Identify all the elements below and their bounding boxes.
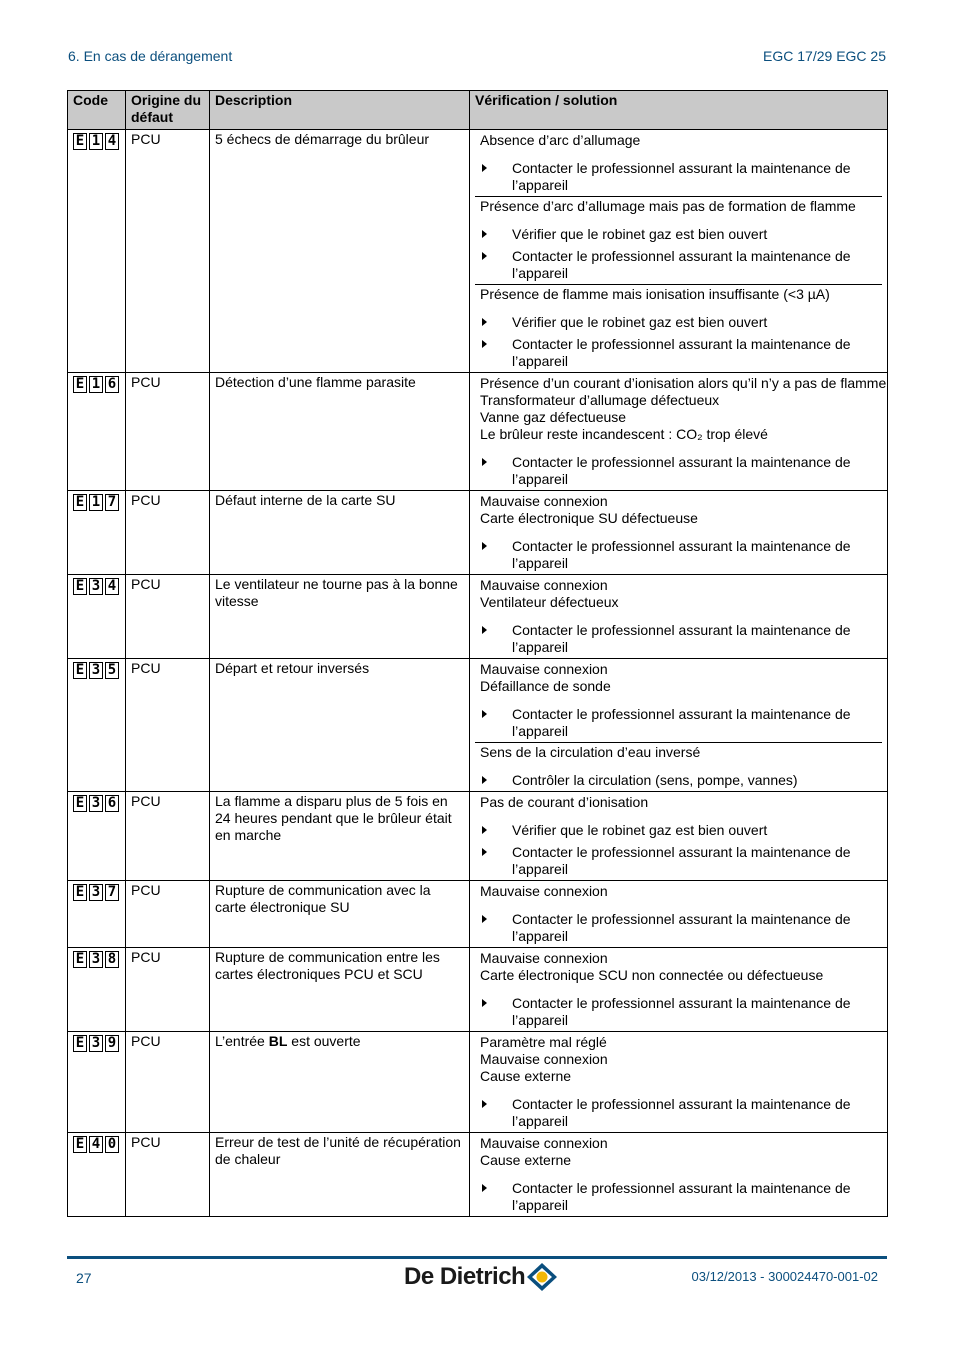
check-text: Paramètre mal réglé [480,1034,607,1050]
solution-cell [470,792,888,881]
fault-code [73,133,119,150]
solution-block [475,660,882,742]
segment-digit: 4 [89,1136,103,1153]
header-origin: Origine du défaut [126,91,210,130]
table-row [68,881,888,948]
check-text: Transformateur d’allumage défectueux [480,392,720,408]
segment-digit: 4 [105,133,119,150]
fault-code-cell [68,792,126,881]
action-list [480,911,877,945]
segment-digit: 3 [89,578,103,595]
solution-block [475,131,882,196]
solution-cell [470,881,888,948]
segment-digit: E [73,494,87,511]
fault-code-cell [68,659,126,792]
table-row [68,659,888,792]
table-body [68,130,888,1217]
header-model: EGC 17/29 EGC 25 [763,48,886,64]
check-text: Vanne gaz défectueuse [480,409,627,425]
footer-rule [67,1256,887,1259]
check-text: Mauvaise connexion [480,661,608,677]
fault-description: Erreur de test de l’unité de récupération de chaleur [210,1133,470,1217]
check-text: Absence d’arc d’allumage [480,132,641,148]
action-list [480,995,877,1029]
solution-cell [470,948,888,1032]
spacer [480,527,877,538]
table-row [68,948,888,1032]
solution-block [475,949,882,1031]
action-item: Contacter le professionnel assurant la maintenance de l’appareil [480,1096,877,1130]
table-row [68,373,888,491]
spacer [480,1169,877,1180]
solution-block [475,1033,882,1132]
segment-digit: E [73,951,87,968]
spacer [480,1085,877,1096]
check-text: Mauvaise connexion [480,883,608,899]
action-item: Contrôler la circulation (sens, pompe, vannes) [480,772,877,789]
action-item: Contacter le professionnel assurant la maintenance de l’appareil [480,622,877,656]
action-item: Contacter le professionnel assurant la maintenance de l’appareil [480,454,877,488]
fault-code [73,884,119,901]
fault-code-cell [68,948,126,1032]
segment-digit: 8 [105,951,119,968]
action-item: Vérifier que le robinet gaz est bien ouvert [480,822,877,839]
fault-origin: PCU [126,130,210,373]
solution-cell [470,575,888,659]
table-row [68,130,888,373]
check-text: Cause externe [480,1152,572,1168]
check-text: Carte électronique SU défectueuse [480,510,698,526]
fault-description: Départ et retour inversés [210,659,470,792]
solution-block [475,1134,882,1216]
header-description: Description [210,91,470,130]
segment-digit: E [73,578,87,595]
fault-code [73,662,119,679]
spacer [480,303,877,314]
solution-cell [470,1133,888,1217]
check-text: Présence de flamme mais ionisation insuffisante (<3 µA) [480,286,830,302]
fault-description: La flamme a disparu plus de 5 fois en 24 heures pendant que le brûleur était en marche [210,792,470,881]
fault-code [73,578,119,595]
solution-cell [470,491,888,575]
action-list [480,226,877,282]
spacer [480,443,877,454]
segment-digit: 6 [105,376,119,393]
fault-description: Rupture de communication entre les cartes électroniques PCU et SCU [210,948,470,1032]
fault-code [73,376,119,393]
check-text: Mauvaise connexion [480,1135,608,1151]
segment-digit: E [73,662,87,679]
action-item: Vérifier que le robinet gaz est bien ouvert [480,226,877,243]
check-text: Le brûleur reste incandescent : CO₂ trop élevé [480,426,768,442]
segment-digit: 3 [89,884,103,901]
description-prefix: L’entrée [215,1033,269,1049]
solution-cell [470,1032,888,1133]
spacer [480,215,877,226]
action-item: Contacter le professionnel assurant la maintenance de l’appareil [480,1180,877,1214]
action-item: Vérifier que le robinet gaz est bien ouvert [480,314,877,331]
fault-code [73,1035,119,1052]
check-text: Pas de courant d’ionisation [480,794,649,810]
fault-code-cell [68,130,126,373]
segment-digit: 1 [89,494,103,511]
spacer [480,811,877,822]
fault-origin: PCU [126,575,210,659]
check-text: Mauvaise connexion [480,1051,608,1067]
fault-code [73,951,119,968]
header-code: Code [68,91,126,130]
check-text: Défaillance de sonde [480,678,611,694]
segment-digit: E [73,1035,87,1052]
table-row [68,491,888,575]
solution-block [475,576,882,658]
check-text: Mauvaise connexion [480,493,608,509]
action-item: Contacter le professionnel assurant la maintenance de l’appareil [480,336,877,370]
fault-code-table [67,90,888,1217]
fault-code-cell [68,1133,126,1217]
fault-code [73,795,119,812]
action-list [480,1096,877,1130]
solution-cell [470,130,888,373]
table-row [68,792,888,881]
segment-digit: 3 [89,951,103,968]
segment-digit: 3 [89,662,103,679]
fault-origin: PCU [126,1133,210,1217]
fault-origin: PCU [126,881,210,948]
action-list [480,314,877,370]
check-text: Ventilateur défectueux [480,594,619,610]
segment-digit: 7 [105,884,119,901]
segment-digit: E [73,133,87,150]
action-item: Contacter le professionnel assurant la maintenance de l’appareil [480,844,877,878]
description-bold: BL [268,1033,288,1049]
solution-block [475,374,887,490]
fault-code-cell [68,1032,126,1133]
fault-origin: PCU [126,659,210,792]
fault-origin: PCU [126,373,210,491]
segment-digit: 1 [89,376,103,393]
fault-code [73,1136,119,1153]
brand-diamond-icon [525,1262,559,1292]
spacer [480,761,877,772]
check-text: Présence d’arc d’allumage mais pas de formation de flamme [480,198,856,214]
spacer [480,900,877,911]
brand-name: De Dietrich [404,1263,526,1290]
check-text: Présence d’un courant d’ionisation alors qu’il n’y a pas de flamme [480,375,887,391]
fault-origin: PCU [126,948,210,1032]
segment-digit: 6 [105,795,119,812]
action-item: Contacter le professionnel assurant la maintenance de l’appareil [480,160,877,194]
action-list [480,538,877,572]
solution-block [475,196,882,284]
spacer [480,984,877,995]
action-list [480,454,877,488]
spacer [480,149,877,160]
action-list [480,622,877,656]
segment-digit: 4 [105,578,119,595]
solution-cell [470,373,888,491]
fault-description: 5 échecs de démarrage du brûleur [210,130,470,373]
fault-origin: PCU [126,491,210,575]
check-text: Sens de la circulation d’eau inversé [480,744,701,760]
fault-code-cell [68,881,126,948]
fault-description: Défaut interne de la carte SU [210,491,470,575]
document-reference: 03/12/2013 - 300024470-001-02 [691,1269,878,1284]
segment-digit: 0 [105,1136,119,1153]
header-solution: Vérification / solution [470,91,888,130]
spacer [480,695,877,706]
page-number: 27 [76,1270,92,1286]
action-item: Contacter le professionnel assurant la maintenance de l’appareil [480,995,877,1029]
fault-description: Le ventilateur ne tourne pas à la bonne vitesse [210,575,470,659]
fault-code [73,494,119,511]
fault-description [210,1032,470,1133]
action-list [480,1180,877,1214]
fault-code-cell [68,491,126,575]
table-row [68,1133,888,1217]
segment-digit: 3 [89,1035,103,1052]
table-row [68,575,888,659]
check-text: Cause externe [480,1068,572,1084]
segment-digit: 1 [89,133,103,150]
solution-block [475,742,882,791]
solution-cell [470,659,888,792]
segment-digit: 5 [105,662,119,679]
table-header-row [68,91,888,130]
spacer [480,611,877,622]
action-item: Contacter le professionnel assurant la maintenance de l’appareil [480,706,877,740]
brand-logo [404,1262,559,1292]
check-text: Mauvaise connexion [480,577,608,593]
segment-digit: E [73,884,87,901]
fault-origin: PCU [126,792,210,881]
solution-block [475,882,882,947]
check-text: Carte électronique SCU non connectée ou défectueuse [480,967,824,983]
fault-description: Rupture de communication avec la carte électronique SU [210,881,470,948]
table-row [68,1032,888,1133]
action-item: Contacter le professionnel assurant la maintenance de l’appareil [480,911,877,945]
segment-digit: 9 [105,1035,119,1052]
fault-code-cell [68,373,126,491]
fault-origin: PCU [126,1032,210,1133]
solution-block [475,793,882,880]
action-item: Contacter le professionnel assurant la maintenance de l’appareil [480,538,877,572]
check-text: Mauvaise connexion [480,950,608,966]
fault-description: Détection d’une flamme parasite [210,373,470,491]
description-suffix: est ouverte [287,1033,361,1049]
action-list [480,822,877,878]
solution-block [475,284,882,372]
segment-digit: E [73,1136,87,1153]
action-list [480,772,877,789]
action-list [480,160,877,194]
action-list [480,706,877,740]
fault-code-cell [68,575,126,659]
segment-digit: 3 [89,795,103,812]
header-section: 6. En cas de dérangement [68,48,233,64]
solution-block [475,492,882,574]
segment-digit: E [73,376,87,393]
action-item: Contacter le professionnel assurant la maintenance de l’appareil [480,248,877,282]
segment-digit: E [73,795,87,812]
segment-digit: 7 [105,494,119,511]
